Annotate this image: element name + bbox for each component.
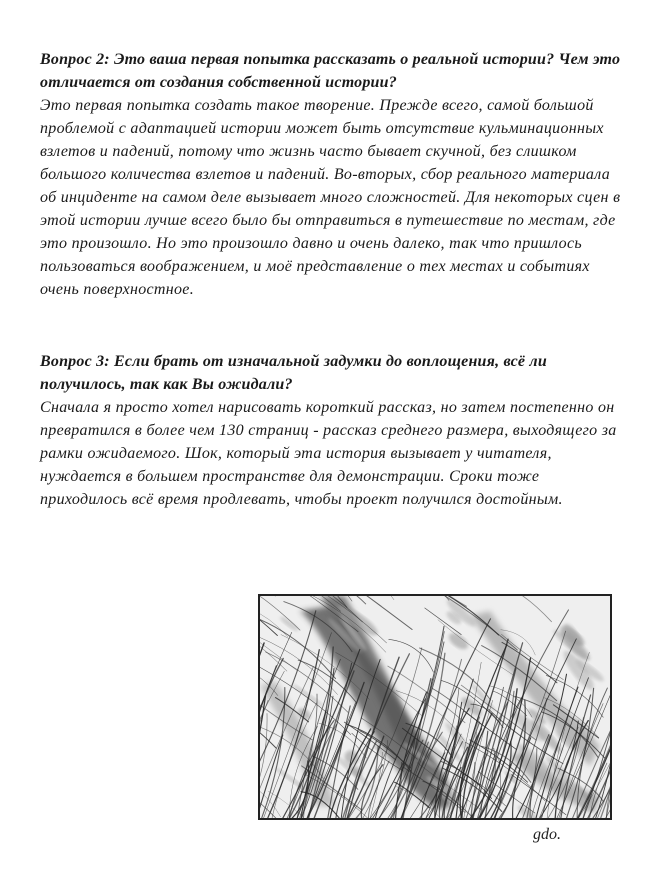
qa-section-3	[40, 350, 625, 511]
grass-sketch-drawing	[260, 596, 610, 818]
question-3: Вопрос 3: Если брать от изначальной задумки до воплощения, всё ли получилось, так как Вы ожидали?	[40, 353, 547, 393]
answer-3: Сначала я просто хотел нарисовать короткий рассказ, но затем постепенно он превратился в более чем 130 страниц - рассказ среднего размера, выходящего за рамки ожидаемого. Шок, который эта история вызывает у читателя, нуждается в большем пространстве для демонстрации. Сроки тоже приходилось всё время продлевать, чтобы проект получился достойным.	[40, 399, 617, 508]
artist-signature: gdo.	[533, 826, 561, 843]
qa-section-2	[40, 48, 625, 301]
question-2: Вопрос 2: Это ваша первая попытка рассказать о реальной истории? Чем это отличается от создания собственной истории?	[40, 51, 621, 91]
grass-sketch-illustration	[258, 594, 612, 820]
answer-2: Это первая попытка создать такое творение. Прежде всего, самой большой проблемой с адаптацией истории может быть отсутствие кульминационных взлетов и падений, потому что жизнь часто бывает скучной, без слишком большого количества взлетов и падений. Во-вторых, сбор реального материала об инциденте на самом деле вызывает много сложностей. Для некоторых сцен в этой истории лучше всего было бы отправиться в путешествие по местам, где это произошло. Но это произошло давно и очень далеко, так что пришлось пользоваться воображением, и моё представление о тех местах и событиях очень поверхностное.	[40, 97, 621, 298]
